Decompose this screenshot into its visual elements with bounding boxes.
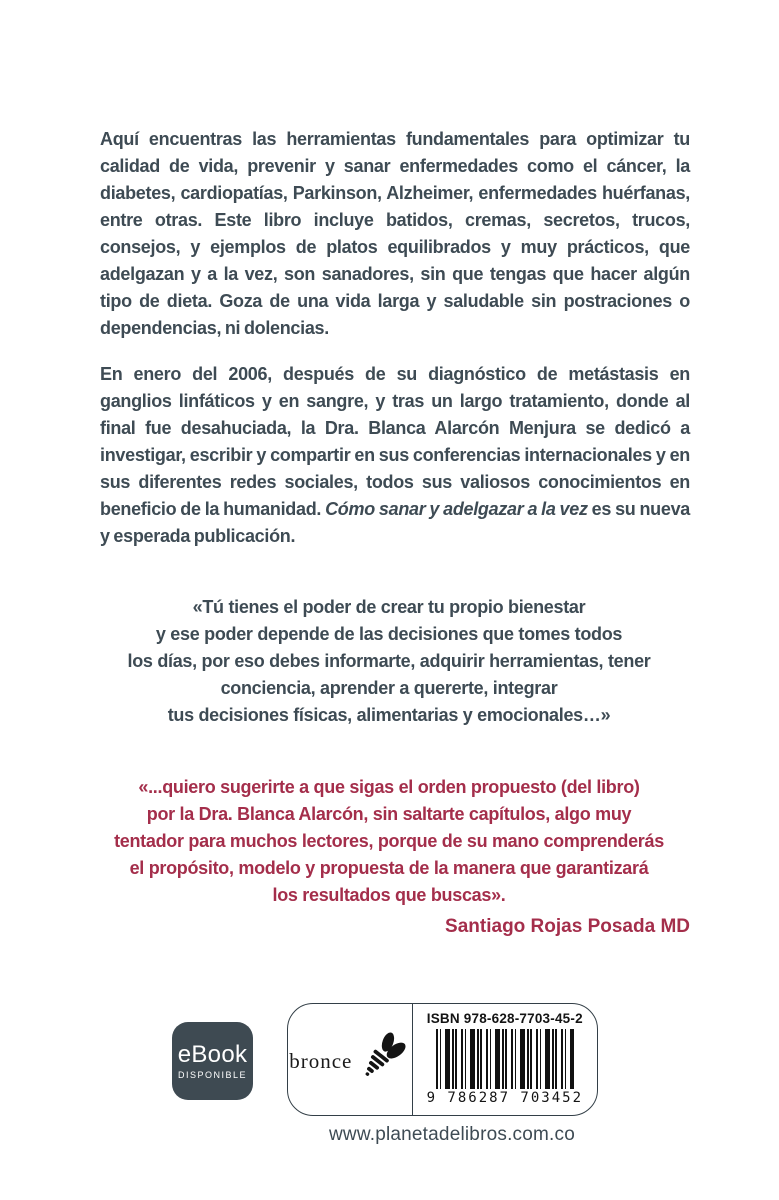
isbn-block [413,1004,597,1115]
paragraph-intro: Aquí encuentras las herramientas fundamentales para optimizar tu calidad de vida, prevenir y sanar enfermedades como el cáncer, la diabetes, cardiopatías, Parkinson, Alzheimer, enfermedades huérfanas, entre otras. Este libro incluye batidos, cremas, secretos, trucos, consejos, y ejemplos de platos equilibrados y muy prácticos, que adelgazan y a la vez, son sanadores, sin que tengas que hacer algún tipo de dieta. Goza de una vida larga y saludable sin postraciones o dependencias, ni dolencias. [100,129,690,338]
publisher-isbn-box [287,1003,598,1116]
endorsement-line: por la Dra. Blanca Alarcón, sin saltarte capítulos, algo muy [146,804,632,824]
website-url: www.planetadelibros.com.co [329,1124,575,1145]
publisher-logo [288,1004,413,1115]
endorsement-line: el propósito, modelo y propuesta de la manera que garantizará [129,858,649,878]
pull-quote-line: los días, por eso debes informarte, adquirir herramientas, tener [127,651,651,671]
endorsement-line: los resultados que buscas». [272,885,506,905]
isbn-digits: 9 786287 703452 [426,1090,583,1106]
pull-quote-line: y ese poder depende de las decisiones que tomes todos [155,624,623,644]
pull-quote-line: tus decisiones físicas, alimentarias y emocionales…» [167,705,611,725]
bee-icon [360,1032,410,1088]
author-bio-text-before: En enero del 2006, después de su diagnóstico de metástasis en ganglios linfáticos y en sangre, y tras un largo tratamiento, donde al final fue desahuciada, la Dra. Blanca Alarcón Menjura se dedicó a investigar, escribir y compartir en sus conferencias internacionales y en sus diferentes redes sociales, todos sus valiosos conocimientos en beneficio de la humanidad. [100,364,690,519]
paragraph-author-bio [100,361,690,550]
book-title: Cómo sanar y adelgazar a la vez [325,499,588,519]
endorsement-line: «...quiero sugerirte a que sigas el orden propuesto (del libro) [138,777,640,797]
endorsement-author: Santiago Rojas Posada MD [445,916,690,937]
author-bio-text-after: es su nueva y esperada publicación. [100,499,691,546]
ebook-badge [172,1022,253,1100]
barcode [436,1029,574,1089]
ebook-badge-title: eBook [177,1040,248,1068]
pull-quote [88,594,690,729]
isbn-label: ISBN 978-628-7703-45-2 [426,1011,583,1026]
endorsement-line: tentador para muchos lectores, porque de su mano comprenderás [114,831,664,851]
publisher-name: bronce [289,1049,353,1073]
endorsement-quote [88,774,690,909]
pull-quote-line: «Tú tienes el poder de crear tu propio bienestar [192,597,586,617]
pull-quote-line: conciencia, aprender a quererte, integrar [220,678,558,698]
ebook-badge-subtitle: DISPONIBLE [177,1069,248,1080]
